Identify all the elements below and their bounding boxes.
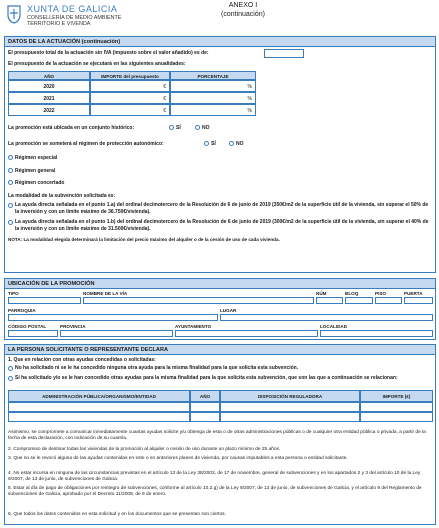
yes-label: SÍ [211,140,216,147]
no-label: NO [236,140,244,147]
annex-title: ANEXO I [228,2,258,9]
cp-input[interactable] [8,330,58,337]
localidad-input[interactable] [320,330,433,337]
modality-a-option[interactable] [8,202,432,215]
annual-amount-2022[interactable] [90,104,170,116]
declaration-item-6: 6. Que todos los datos contenidos en esta solicitud y en los documentos que se presentan son ciertos. [8,512,226,517]
field-label-parroquia: PARROQUIA [8,308,36,313]
q1-label: 1. Que en relación con otras ayudas concedidas o solicitadas: [8,357,156,363]
protection-no-option[interactable] [229,141,244,148]
aid-none-text: No ha solicitado ni se le ha concedido ninguna otra ayuda para la misma finalidad para la que solicita esta subvención. [15,365,299,371]
currency-symbol: € [163,96,166,102]
field-label-via: NOMBRE DE LA VÍA [83,291,128,296]
commit-text: Asimismo, se compromete a comunicar inmediatamente cuantas ayudas solicite y/u obtenga de esta o de otras administraciones públicas o de cualquier otra entidad pública o privada, a partir de la fecha de esta declaración, con indicación de su cuantía. [8,430,426,442]
puerta-input[interactable] [404,297,433,304]
annex-subtitle: (continuación) [221,11,265,18]
aid-some-option[interactable] [8,375,432,382]
historic-yes-option[interactable] [169,125,181,132]
ayuntamiento-input[interactable] [175,330,318,337]
piso-input[interactable] [375,297,402,304]
org-name: XUNTA DE GALICIA [27,4,118,14]
aid-row-2-regulation[interactable] [220,412,360,422]
regime-concerted-option[interactable] [8,180,64,187]
dept-line1: CONSELLERÍA DE MEDIO AMBIENTE [27,15,122,21]
radio-icon[interactable] [8,155,13,160]
aid-header-year: AÑO [190,390,220,402]
protection-label: La promoción se someterá al régimen de protección autonómico: [8,141,164,147]
aid-header-amount: IMPORTE (€) [360,390,433,402]
radio-icon[interactable] [8,180,13,185]
field-label-lugar: LUGAR [220,308,237,313]
aid-header-entity: ADMINISTRACIÓN PÚBLICA/ORGANISMO/ENTIDAD [8,390,190,402]
radio-icon[interactable] [195,125,200,130]
percent-symbol: % [247,96,252,102]
field-label-piso: PISO [375,291,386,296]
budget-input[interactable] [264,49,304,58]
regime-label: Régimen concertado [15,179,65,186]
radio-icon[interactable] [204,141,209,146]
historic-label: La promoción está ubicada en un conjunto histórico: [8,125,135,131]
currency-symbol: € [163,108,166,114]
aid-row-2-year[interactable] [190,412,220,422]
aid-row-2-amount[interactable] [360,412,433,422]
radio-icon[interactable] [8,220,13,225]
annual-header-amount: IMPORTE del presupuesto [90,71,170,80]
field-label-cp: CÓDIGO POSTAL [8,324,47,329]
annual-header-pct: PORCENTAJE [170,71,256,80]
bloq-input[interactable] [345,297,373,304]
tipo-input[interactable] [8,297,81,304]
via-input[interactable] [83,297,314,304]
aid-row-1-regulation[interactable] [220,402,360,412]
section-declara [4,344,436,525]
field-label-puerta: PUERTA [404,291,423,296]
annual-header-year: AÑO [8,71,90,80]
lugar-input[interactable] [220,314,433,321]
declaration-item-2: 2. Compromiso de destinar todas las viviendas de la promoción al alquiler o cesión de uso durante un plazo mínimo de 25 años. [8,447,281,452]
field-label-tipo: TIPO [8,291,19,296]
annual-year-2020: 2020 [8,80,90,92]
radio-icon[interactable] [8,203,13,208]
num-input[interactable] [316,297,343,304]
aid-header-regulation: DISPOSICIÓN REGULADORA [220,390,360,402]
field-label-provincia: PROVINCIA [60,324,86,329]
field-label-bloq: BLOQ [345,291,359,296]
regime-special-option[interactable] [8,155,57,162]
section-ubicacion [4,278,436,340]
annual-amount-2021[interactable] [90,92,170,104]
regime-label: Régimen general [15,167,56,174]
declaration-item-5: 5. Estar al día de pago de obligaciones por reintegro de subvenciones, conforme al artículo 10.2.g) de la Ley 9/2007, de 13 de junio, de subvenciones de Galicia, y el artículo 9 del Reglamento de subvenciones de Galicia, aprobado por el Decreto 11/2009, de 8 de enero. [8,486,422,498]
annual-pct-2022[interactable] [170,104,256,116]
radio-icon[interactable] [8,376,13,381]
annual-year-2021: 2021 [8,92,90,104]
aid-row-1-year[interactable] [190,402,220,412]
section-title: DATOS DE LA ACTUACIÓN (continuación) [5,37,435,47]
yes-label: SÍ [176,124,181,131]
modality-b-text: La ayuda directa señalada en el punto 1.b) del ordinal decimotercero de la Resolución de 6 de junio de 2019 (300€/m2 de la superficie útil de la vivienda, sin superar el 40% de la inversión y con un límite máximo de 31.500€/vivienda). [15,219,429,232]
regime-label: Régimen especial [15,154,58,161]
annual-pct-2021[interactable] [170,92,256,104]
modality-a-text: La ayuda directa señalada en el punto 1.a) del ordinal decimotercero de la Resolución de 6 de junio de 2019 (350€/m2 de la superficie útil de la vivienda, sin superar el 50% de la inversión y con un límite máximo de 36.750€/vivienda). [15,202,429,215]
aid-none-option[interactable] [8,366,432,372]
modality-b-option[interactable] [8,219,432,232]
parroquia-input[interactable] [8,314,218,321]
radio-icon[interactable] [8,366,13,371]
annual-year-2022: 2022 [8,104,90,116]
no-label: NO [202,124,210,131]
historic-no-option[interactable] [195,125,210,132]
provincia-input[interactable] [60,330,173,337]
section-title: LA PERSONA SOLICITANTE O REPRESENTANTE DECLARA [5,345,435,355]
annual-amount-2020[interactable] [90,80,170,92]
field-label-ayuntamiento: AYUNTAMIENTO [175,324,212,329]
annual-label: El presupuesto de la actuación se ejecutará en las siguientes anualidades: [8,61,186,67]
aid-some-text: Sí ha solicitado y/o se le han concedido otras ayudas para la misma finalidad para la que solicita esta subvención, que son las que a continuación se relacionan: [15,375,398,381]
dept-line2: TERRITORIO E VIVENDA [27,21,91,27]
declaration-item-3: 3. Que no se le revocó alguna de las ayudas contenidas en este o en anteriores planes de vivienda, por causas imputables a esta persona o entidad solicitante. [8,456,348,461]
radio-icon[interactable] [169,125,174,130]
annual-pct-2020[interactable] [170,80,256,92]
aid-row-2-entity[interactable] [8,412,190,422]
xunta-logo-icon [6,4,22,24]
regime-general-option[interactable] [8,168,55,175]
declaration-item-4: 4. No estar incursa en ninguna de las circunstancias previstas en el artículo 13 de la Ley 38/2003, de 17 de noviembre, general de subvenciones y en los apartados 2 y 3 del artículo 10 de la Ley 9/2007, de 13 de junio, de subvenciones de Galicia. [8,471,421,483]
field-label-localidad: LOCALIDAD [320,324,348,329]
currency-symbol: € [163,84,166,90]
radio-icon[interactable] [8,168,13,173]
modality-label: La modalidad de la subvención solicitada es: [8,193,116,199]
budget-label: El presupuesto total de la actuación sin IVA (impuesto sobre el valor añadido) es de: [8,50,209,56]
section-actuacion [4,36,436,273]
radio-icon[interactable] [229,141,234,146]
modality-note: NOTA: La modalidad elegida determinará la limitación del precio máximo del alquiler o de la cesión de uso de cada vivienda. [8,237,280,242]
aid-row-1-entity[interactable] [8,402,190,412]
percent-symbol: % [247,108,252,114]
protection-yes-option[interactable] [204,141,216,148]
section-title: UBICACIÓN DE LA PROMOCIÓN [5,279,435,289]
header [0,0,439,34]
aid-row-1-amount[interactable] [360,402,433,412]
percent-symbol: % [247,84,252,90]
field-label-num: NÚM [316,291,327,296]
